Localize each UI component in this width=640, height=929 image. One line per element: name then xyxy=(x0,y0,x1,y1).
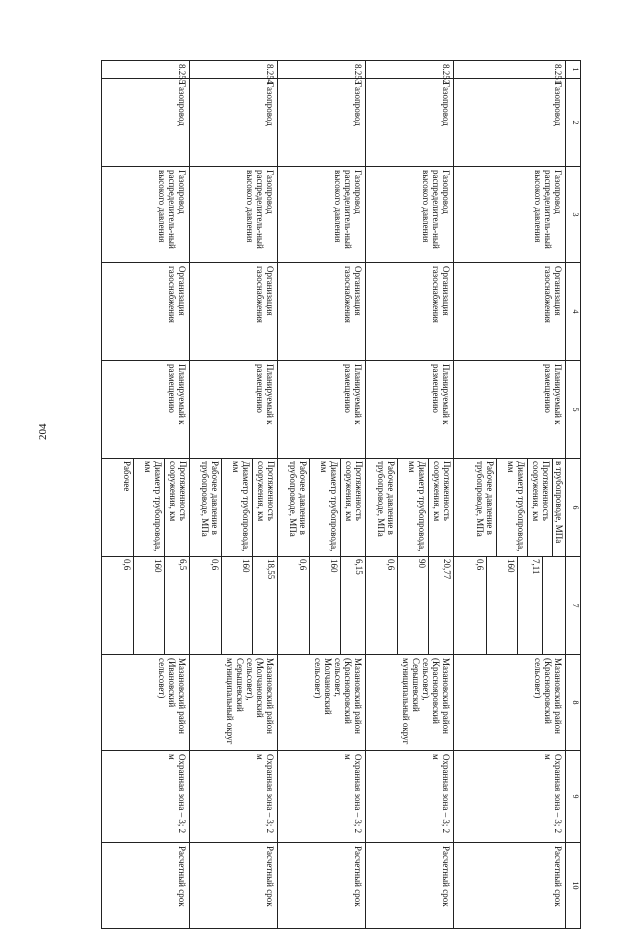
table-row xyxy=(366,61,454,929)
parameter-value: 0,6 xyxy=(298,559,309,571)
parameter-label: Протяженность сооружения, км xyxy=(252,459,277,556)
parameter-value: 0,6 xyxy=(386,559,397,571)
object-type: Газопровод xyxy=(454,79,565,167)
parameter-value: 0,6 xyxy=(210,559,221,571)
parameter-value: 160 xyxy=(221,557,252,654)
row-number: 8.254 xyxy=(190,61,278,79)
page-number: 204 xyxy=(37,423,49,440)
parameter-label: Протяженность сооружения, км xyxy=(428,459,453,556)
parameter-label: Рабочее давление в трубопроводе, МПа xyxy=(288,461,309,537)
header-cell: 7 xyxy=(565,557,580,655)
header-cell: 3 xyxy=(565,167,580,263)
object-name: Газопровод распределитель-ный высокого давления xyxy=(278,167,366,263)
header-row xyxy=(565,61,580,929)
parameter-label: Диаметр трубопровода, мм xyxy=(309,459,340,556)
table-row xyxy=(190,61,278,929)
parameter-values xyxy=(366,557,454,655)
parameter-value: 20,77 xyxy=(428,557,453,654)
object-purpose: Организация газоснабжения xyxy=(102,263,190,361)
row-number: 8.251 xyxy=(454,61,565,79)
object-location: Мазановский район (Краснояровский сельсовет) xyxy=(454,655,565,751)
header-cell: 2 xyxy=(565,79,580,167)
header-cell: 5 xyxy=(565,361,580,459)
object-purpose: Организация газоснабжения xyxy=(366,263,454,361)
parameter-values xyxy=(454,557,565,655)
parameter-labels xyxy=(190,459,278,557)
parameter-values xyxy=(102,557,190,655)
object-status: Планируемый к размещению xyxy=(190,361,278,459)
parameter-value: 18,55 xyxy=(252,557,277,654)
object-name: Газопровод распределитель-ный высокого давления xyxy=(190,167,278,263)
parameter-labels xyxy=(278,459,366,557)
table-row xyxy=(454,61,565,929)
parameter-labels xyxy=(366,459,454,557)
object-location: Мазановский район (Молчановский сельсовет), Серышевский муниципальный округ xyxy=(190,655,278,751)
object-type: Газопровод xyxy=(190,79,278,167)
protection-zone: Охранная зона – 3; 2 м xyxy=(454,751,565,843)
table-row xyxy=(278,61,366,929)
header-cell: 9 xyxy=(565,751,580,843)
object-status: Планируемый к размещению xyxy=(102,361,190,459)
carry-over-spacer xyxy=(542,557,565,654)
row-number: 8.255 xyxy=(102,61,190,79)
protection-zone: Охранная зона – 3; 2 м xyxy=(102,751,190,843)
object-purpose: Организация газоснабжения xyxy=(454,263,565,361)
protection-zone: Охранная зона – 3; 2 м xyxy=(278,751,366,843)
parameter-label: Диаметр трубопровода, мм xyxy=(496,459,527,556)
header-cell: 4 xyxy=(565,263,580,361)
parameter-value: 0,6 xyxy=(122,559,133,571)
header-cell: 8 xyxy=(565,655,580,751)
row-number: 8.253 xyxy=(278,61,366,79)
parameter-label: Рабочее давление в трубопроводе, МПа xyxy=(200,461,221,537)
parameter-value: 160 xyxy=(133,557,164,654)
parameter-label: Диаметр трубопровода, мм xyxy=(133,459,164,556)
parameter-label: Протяженность сооружения, км xyxy=(340,459,365,556)
object-purpose: Организация газоснабжения xyxy=(190,263,278,361)
parameter-label: Рабочее давление в трубопроводе, МПа xyxy=(376,461,397,537)
parameter-value: 6,5 xyxy=(164,557,189,654)
parameter-values xyxy=(190,557,278,655)
parameter-label: Рабочее давление в трубопроводе, МПа xyxy=(474,461,495,537)
parameter-label: Диаметр трубопровода, мм xyxy=(221,459,252,556)
protection-zone: Охранная зона – 3; 2 м xyxy=(190,751,278,843)
implementation-term: Расчетный срок xyxy=(190,843,278,929)
object-type: Газопровод xyxy=(278,79,366,167)
protection-zone: Охранная зона – 3; 2 м xyxy=(366,751,454,843)
implementation-term: Расчетный срок xyxy=(278,843,366,929)
object-type: Газопровод xyxy=(366,79,454,167)
parameter-value: 0,6 xyxy=(474,559,485,571)
row-number: 8.252 xyxy=(366,61,454,79)
parameter-value: 160 xyxy=(486,557,517,654)
parameter-labels xyxy=(102,459,190,557)
parameter-label: Диаметр трубопровода, мм xyxy=(397,459,428,556)
implementation-term: Расчетный срок xyxy=(454,843,565,929)
parameter-value: 90 xyxy=(397,557,428,654)
parameter-value: 7,11 xyxy=(517,557,542,654)
parameter-value: 6,15 xyxy=(340,557,365,654)
parameter-label: Протяженность сооружения, км xyxy=(527,459,552,556)
object-location: Мазановский район (Краснояровский сельсовет, Молчановский сельсовет) xyxy=(278,655,366,751)
object-type: Газопровод xyxy=(102,79,190,167)
implementation-term: Расчетный срок xyxy=(366,843,454,929)
table-row xyxy=(102,61,190,929)
object-location: Мазановский район (Краснояровский сельсовет), Серышевский муниципальный округ xyxy=(366,655,454,751)
object-name: Газопровод распределитель-ный высокого давления xyxy=(366,167,454,263)
object-purpose: Организация газоснабжения xyxy=(278,263,366,361)
carry-over-text: в трубопроводе, МПа xyxy=(552,459,565,556)
parameter-label: Рабочее xyxy=(122,461,133,492)
object-name: Газопровод распределитель-ный высокого давления xyxy=(454,167,565,263)
infrastructure-table xyxy=(101,60,581,929)
object-status: Планируемый к размещению xyxy=(366,361,454,459)
object-status: Планируемый к размещению xyxy=(278,361,366,459)
header-cell: 1 xyxy=(565,61,580,79)
header-cell: 10 xyxy=(565,843,580,929)
parameter-values xyxy=(278,557,366,655)
object-status: Планируемый к размещению xyxy=(454,361,565,459)
header-cell: 6 xyxy=(565,459,580,557)
parameter-label: Протяженность сооружения, км xyxy=(164,459,189,556)
parameter-labels xyxy=(454,459,565,557)
implementation-term: Расчетный срок xyxy=(102,843,190,929)
rotated-table-container xyxy=(101,60,581,907)
object-name: Газопровод распределитель-ный высокого давления xyxy=(102,167,190,263)
parameter-value: 160 xyxy=(309,557,340,654)
object-location: Мазановский район (Ивановский сельсовет) xyxy=(102,655,190,751)
